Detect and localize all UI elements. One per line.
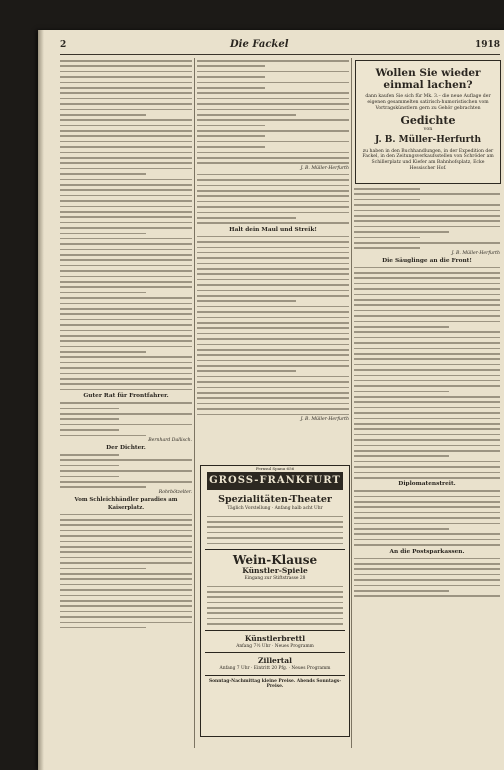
article-body bbox=[354, 488, 500, 547]
advert-author: J. B. Müller-Herfurth bbox=[374, 134, 482, 145]
text-line bbox=[354, 245, 500, 250]
advert-separator bbox=[205, 675, 345, 676]
poem-body bbox=[60, 452, 192, 490]
poem-title: Der Dichter. bbox=[106, 444, 146, 451]
wine-subtitle: Künstler-Spiele bbox=[242, 565, 308, 575]
advert-subtext: dann kaufen Sie sich für Mk. 3.– die neue Auflage der eigenen gesammelten satirisch-humoristischen vom Vortragskünstlern gern zu Gehör gebrachten bbox=[365, 94, 491, 111]
column-1 bbox=[60, 58, 192, 630]
article-body bbox=[354, 265, 500, 481]
article-body bbox=[60, 58, 192, 392]
article-body bbox=[354, 556, 500, 599]
poem-title: Guter Rat für Frontfahrer. bbox=[83, 393, 169, 400]
section-title: An die Postsparkassen. bbox=[389, 548, 465, 555]
column-3 bbox=[354, 186, 500, 599]
venue-advert bbox=[200, 465, 350, 737]
page-header bbox=[60, 40, 500, 54]
article-body bbox=[60, 512, 192, 631]
text-line bbox=[207, 621, 343, 626]
article-body bbox=[197, 58, 349, 166]
book-advert bbox=[355, 60, 501, 184]
text-line bbox=[354, 542, 500, 547]
page-number: 2 bbox=[60, 40, 67, 50]
theatre-subtext: Täglich Vorstellung · Anfang halb acht Uhr bbox=[227, 506, 323, 511]
advert-headline: Wollen Sie wieder einmal lachen? bbox=[375, 67, 481, 91]
section-title: Halt dein Maul und Streik! bbox=[229, 226, 317, 233]
advert-separator bbox=[205, 630, 345, 631]
poem-author: Rohrbötzelter. bbox=[158, 489, 192, 495]
text-line bbox=[60, 387, 192, 392]
text-line bbox=[354, 475, 500, 480]
advert-phone: Fernsul Spanu 656 bbox=[255, 466, 295, 471]
column-2 bbox=[197, 58, 349, 423]
text-line bbox=[60, 433, 192, 438]
advert-separator bbox=[205, 652, 345, 653]
journal-title: Die Fackel bbox=[230, 39, 289, 50]
poem-author: J. B. Müller-Herfurth bbox=[300, 165, 349, 171]
kuenstler-subtext: Anfang 7½ Uhr · Neues Programm bbox=[236, 643, 314, 649]
text-line bbox=[354, 593, 500, 598]
text-line bbox=[60, 484, 192, 489]
text-line bbox=[60, 625, 192, 630]
poem-author: Bernhard Dallisch. bbox=[148, 437, 192, 443]
section-author: J. B. Müller-Herfurth bbox=[451, 250, 500, 256]
advert-by: von bbox=[423, 127, 433, 133]
text-line bbox=[207, 541, 343, 546]
text-line bbox=[197, 412, 349, 417]
article-body bbox=[354, 186, 500, 251]
advert-bottom: Sonntag-Nachmittag kleine Preise. Abends Sonntags-Preise. bbox=[208, 678, 342, 690]
section-title: Die Säuglinge an die Front! bbox=[382, 257, 472, 264]
zillertal-subtext: Anfang 7 Uhr · Eintritt 20 Pfg. · Neues Programm bbox=[219, 666, 331, 672]
program-lines bbox=[207, 584, 343, 627]
advert-footer: zu haben in den Buchhandlungen, in der Expedition der Fackel, in den Zeitungsverkaufsstellen von Schröder am Schillerplatz und Kiefer am Bahnhofsplatz, Ecke Hessischer Hof. bbox=[362, 148, 494, 171]
header-rule bbox=[60, 54, 500, 55]
advert-title: Gedichte bbox=[400, 114, 456, 128]
program-lines bbox=[207, 514, 343, 546]
section-author: J. B. Müller-Herfurth bbox=[300, 417, 349, 422]
column-divider bbox=[351, 58, 352, 748]
year: 1918 bbox=[474, 40, 500, 50]
wine-entry: Eingang zur Stiftstrasse 28 bbox=[244, 575, 306, 581]
wine-title: Wein-Klause bbox=[232, 552, 318, 567]
text-line bbox=[197, 220, 349, 225]
article-body bbox=[197, 234, 349, 417]
venue-brand: GROSS-FRANKFURT bbox=[207, 472, 343, 490]
section-title: Diplomatenstreit. bbox=[398, 481, 456, 488]
page-gutter bbox=[38, 30, 44, 770]
zillertal-title: Zillertal bbox=[258, 656, 292, 666]
kuenstler-title: Künstlerbrettl bbox=[244, 633, 306, 643]
advert-separator bbox=[205, 549, 345, 550]
column-divider bbox=[194, 58, 195, 748]
article-body bbox=[197, 172, 349, 226]
theatre-title: Spezialitäten-Theater bbox=[218, 494, 332, 505]
article-title: Vom Schleichhändler paradies am Kaiserplatz. bbox=[74, 496, 178, 511]
text-line bbox=[197, 160, 349, 165]
poem-body bbox=[60, 400, 192, 438]
